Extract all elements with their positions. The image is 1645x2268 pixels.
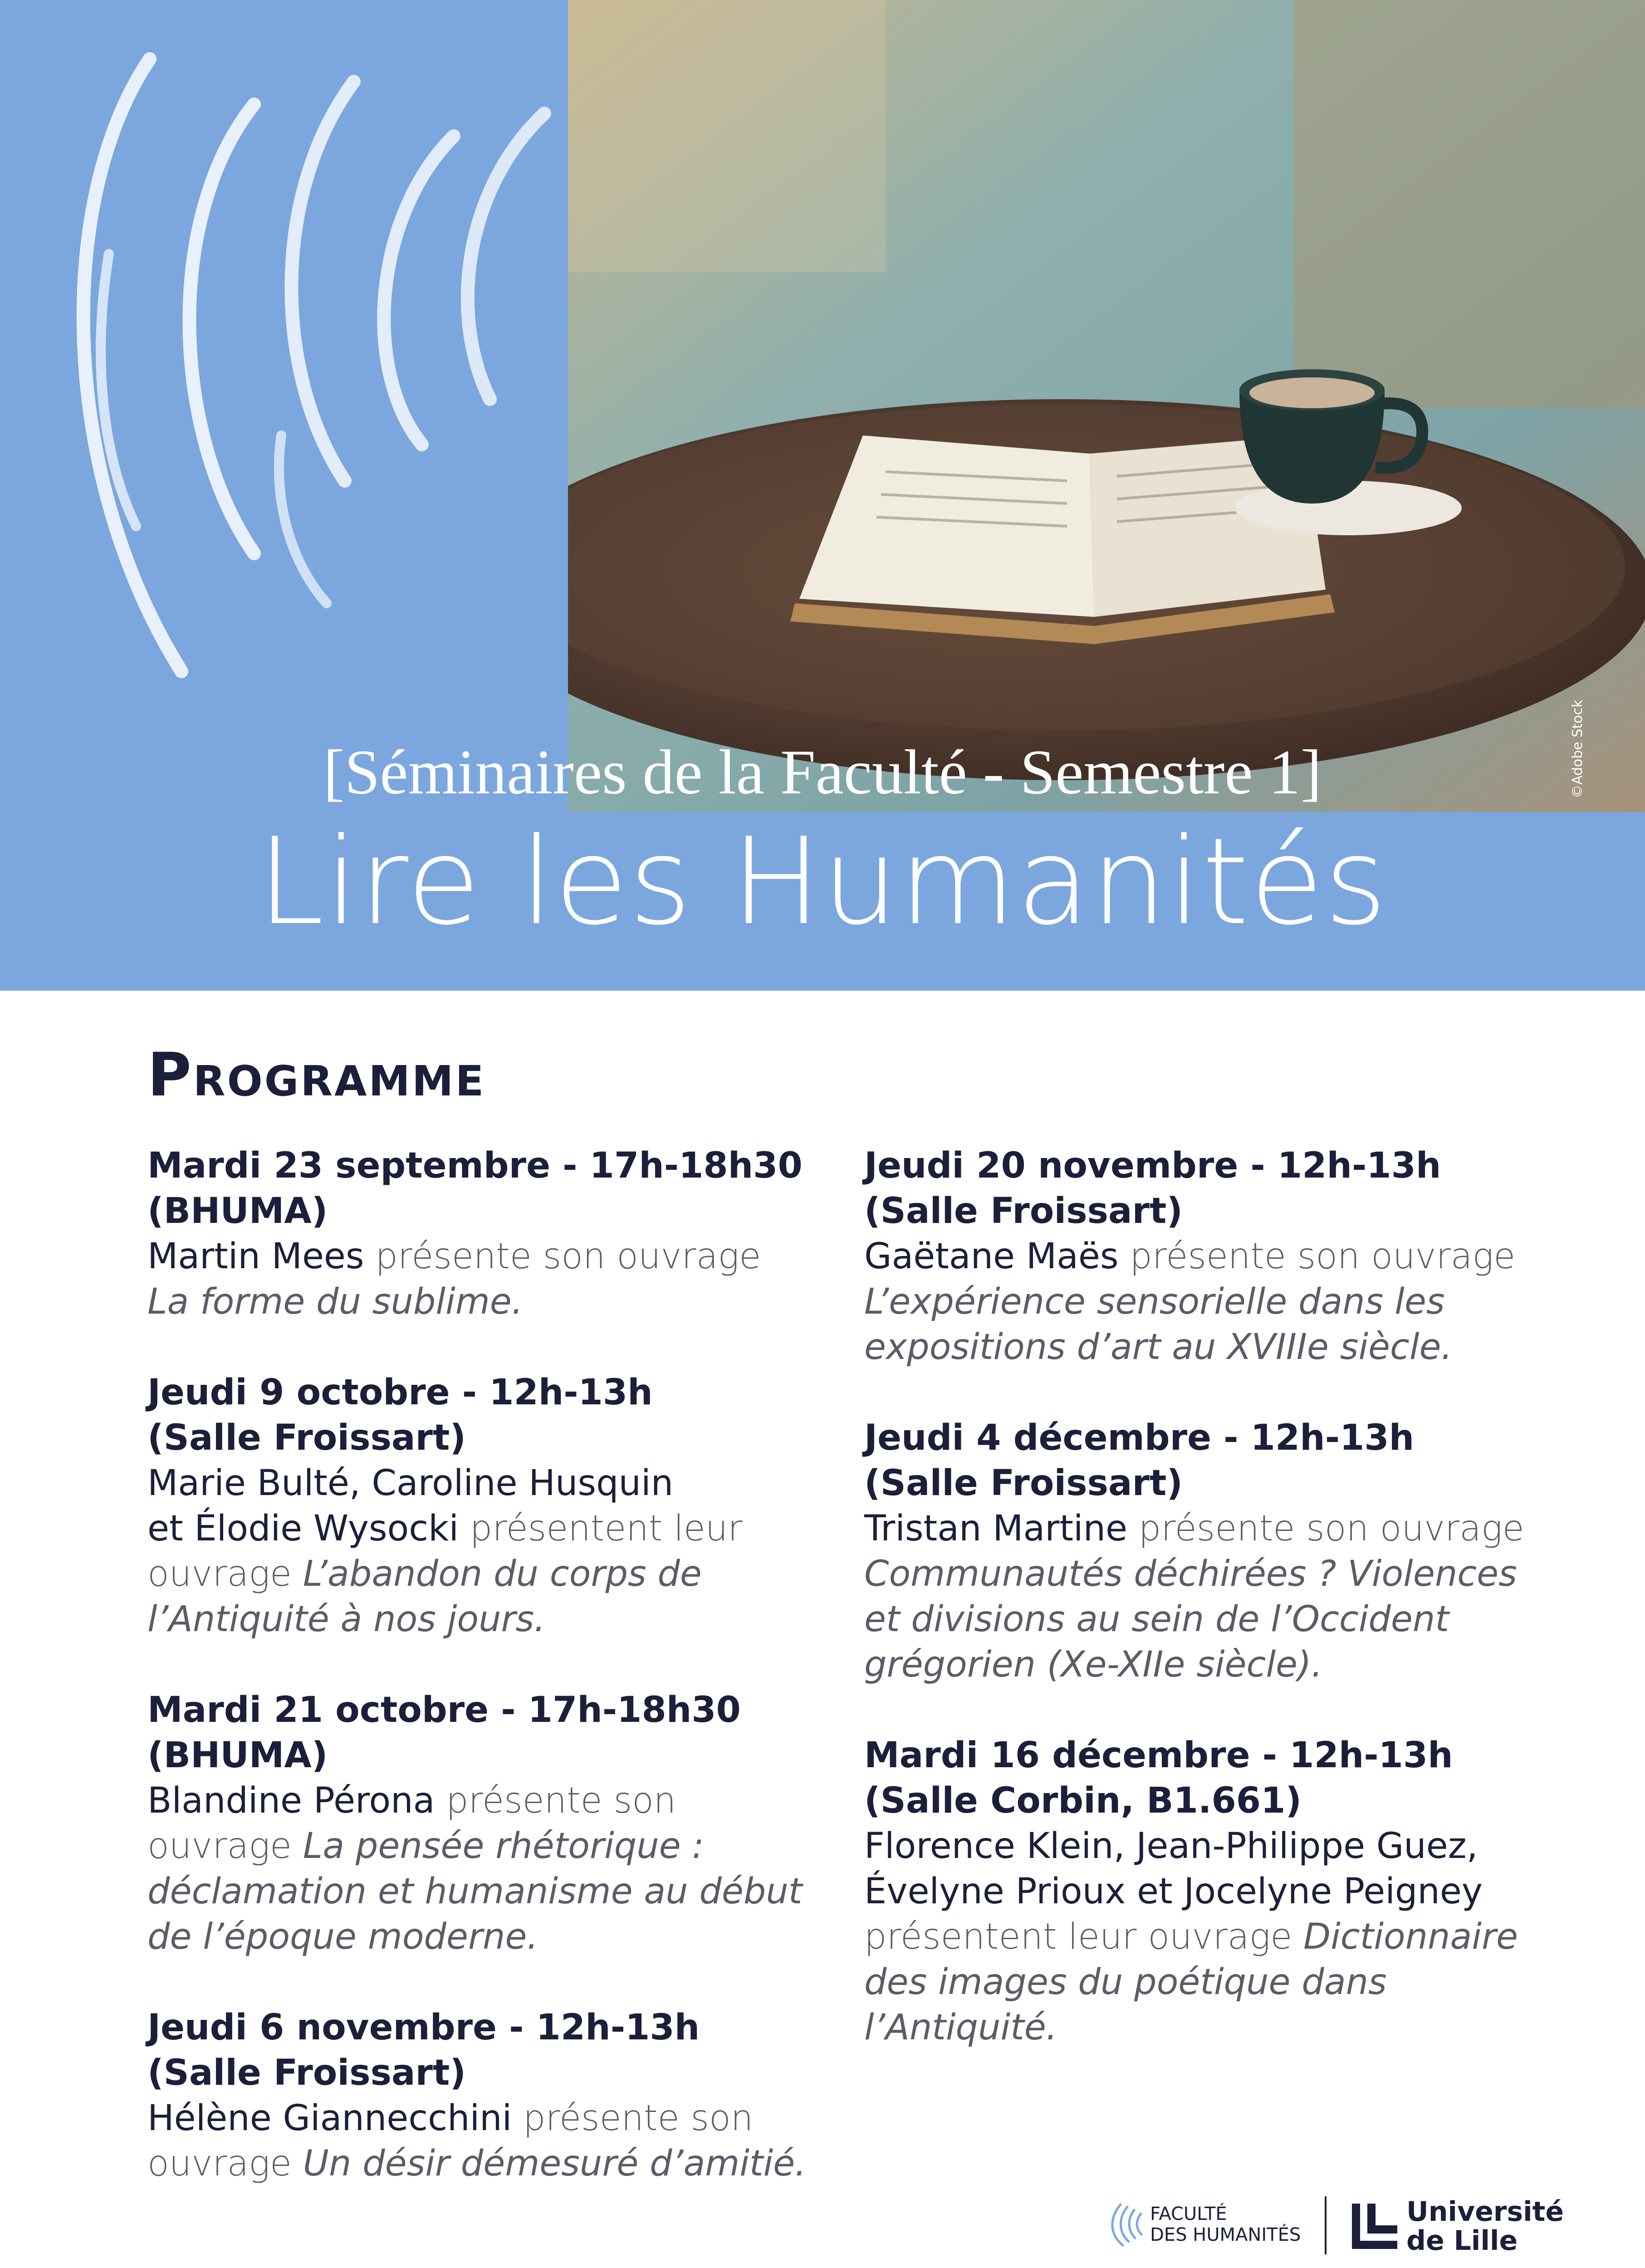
programme-heading: Programme <box>147 1040 486 1110</box>
event-description-line <box>864 1869 1563 1914</box>
footer-logos <box>1107 2191 1564 2259</box>
book-title: l’Antiquité à nos jours. <box>147 1599 546 1640</box>
book-title: La pensée rhétorique : <box>303 1826 704 1867</box>
event-location: (Salle Froissart) <box>864 1463 1183 1504</box>
event-description-line <box>864 1279 1563 1325</box>
author-names: Tristan Martine <box>864 1508 1128 1549</box>
event-date: Jeudi 6 novembre - 12h-13h <box>147 2007 700 2048</box>
event-date: Mardi 21 octobre - 17h-18h30 <box>147 1690 741 1730</box>
event-item <box>147 1143 846 1325</box>
event-date: Jeudi 9 octobre - 12h-13h <box>147 1372 653 1413</box>
book-title: des images du poétique dans <box>864 1962 1387 2003</box>
description-text: présente son ouvrage <box>364 1236 761 1277</box>
book-coffee-painting <box>568 0 1645 812</box>
event-description-line <box>147 1279 846 1325</box>
author-names: et Élodie Wysocki <box>147 1508 459 1549</box>
book-title: déclamation et humanisme au début <box>147 1871 803 1912</box>
event-item <box>147 1370 846 1642</box>
event-location: (BHUMA) <box>147 1735 328 1776</box>
faculty-logo-icon <box>1107 2200 1148 2250</box>
event-description-line <box>864 1823 1563 1869</box>
description-text: présente son ouvrage <box>1127 1508 1524 1549</box>
event-date: Jeudi 20 novembre - 12h-13h <box>864 1145 1441 1186</box>
series-subtitle-text: [Séminaires de la Faculté - Semestre 1] <box>323 737 1322 807</box>
university-logo-icon <box>1347 2199 1402 2253</box>
description-text: ouvrage <box>147 1826 303 1867</box>
faculty-logo-line2: DES HUMANITÉS <box>1150 2224 1301 2245</box>
event-description-line <box>147 1914 846 1960</box>
event-item <box>147 2005 846 2186</box>
event-location: (Salle Froissart) <box>147 2053 466 2093</box>
event-description-line <box>864 1914 1563 1960</box>
book-title: de l’époque moderne. <box>147 1916 539 1957</box>
faculty-logo-line1: FACULTÉ <box>1150 2204 1227 2224</box>
book-title: Dictionnaire <box>1303 1916 1518 1957</box>
event-date: Mardi 23 septembre - 17h-18h30 <box>147 1145 803 1186</box>
event-location: (Salle Corbin, B1.661) <box>864 1780 1302 1821</box>
author-names: Marie Bulté, Caroline Husquin <box>147 1463 674 1504</box>
event-location: (BHUMA) <box>147 1191 328 1232</box>
event-description-line <box>147 1551 846 1597</box>
author-names: Évelyne Prioux et Jocelyne Peigney <box>864 1871 1483 1912</box>
event-description-line <box>864 1597 1563 1642</box>
event-description-line <box>864 2005 1563 2050</box>
author-names: Gaëtane Maës <box>864 1236 1119 1277</box>
event-location: (Salle Froissart) <box>147 1418 466 1458</box>
book-title: et divisions au sein de l’Occident <box>864 1599 1449 1640</box>
book-title: l’Antiquité. <box>864 2007 1058 2048</box>
event-description-line <box>147 1823 846 1869</box>
series-subtitle <box>0 734 1645 811</box>
description-text: ouvrage <box>147 1554 303 1594</box>
book-title: expositions d’art au XVIIIe siècle. <box>864 1327 1453 1368</box>
description-text: présente son ouvrage <box>1118 1236 1516 1277</box>
book-title: grégorien (Xe-XIIe siècle). <box>864 1644 1323 1685</box>
sound-arcs-decoration <box>0 0 572 735</box>
book-title: L’abandon du corps de <box>303 1554 702 1594</box>
event-description-line <box>147 1234 846 1279</box>
event-item <box>864 1415 1563 1687</box>
event-description-line <box>147 1869 846 1914</box>
event-description-line <box>864 1506 1563 1551</box>
main-title: Lire les Humanités <box>257 812 1388 952</box>
event-item <box>864 1143 1563 1370</box>
logo-divider <box>1325 2196 1327 2254</box>
book-title: Un désir démesuré d’amitié. <box>303 2143 806 2184</box>
faculty-logo-text <box>1150 2204 1301 2245</box>
university-logo-line1: Université <box>1406 2196 1564 2228</box>
event-item <box>147 1687 846 1960</box>
event-description-line <box>864 1551 1563 1597</box>
event-description-line <box>864 1325 1563 1370</box>
event-description-line <box>147 1461 846 1506</box>
event-date: Mardi 16 décembre - 12h-13h <box>864 1735 1453 1776</box>
event-description-line <box>147 1778 846 1823</box>
university-logo-text <box>1406 2197 1564 2255</box>
description-text: présentent leur <box>459 1508 743 1549</box>
event-item <box>864 1733 1563 2050</box>
book-title: Communautés déchirées ? Violences <box>864 1554 1517 1594</box>
event-description-line <box>864 1642 1563 1687</box>
description-text: présente son <box>512 2098 754 2139</box>
author-names: Martin Mees <box>147 1236 364 1277</box>
author-names: Florence Klein, Jean-Philippe Guez, <box>864 1826 1478 1867</box>
author-names: Blandine Pérona <box>147 1780 435 1821</box>
photo-credit: ©Adobe Stock <box>1570 699 1586 798</box>
event-description-line <box>864 1234 1563 1279</box>
event-description-line <box>147 2096 846 2141</box>
event-description-line <box>147 1506 846 1551</box>
description-text: présente son <box>435 1780 676 1821</box>
event-description-line <box>147 1597 846 1642</box>
events-column-right <box>864 1143 1563 2096</box>
book-title: La forme du sublime. <box>147 1281 523 1322</box>
description-text: ouvrage <box>147 2143 303 2184</box>
events-column-left <box>147 1143 846 2232</box>
header-banner <box>0 0 1645 991</box>
event-date: Jeudi 4 décembre - 12h-13h <box>864 1418 1415 1458</box>
description-text: présentent leur ouvrage <box>864 1916 1304 1957</box>
book-title: L’expérience sensorielle dans les <box>864 1281 1445 1322</box>
event-location: (Salle Froissart) <box>864 1191 1183 1232</box>
author-names: Hélène Giannecchini <box>147 2098 512 2139</box>
event-description-line <box>147 2141 846 2186</box>
event-description-line <box>864 1960 1563 2005</box>
university-logo-line2: de Lille <box>1406 2225 1518 2257</box>
